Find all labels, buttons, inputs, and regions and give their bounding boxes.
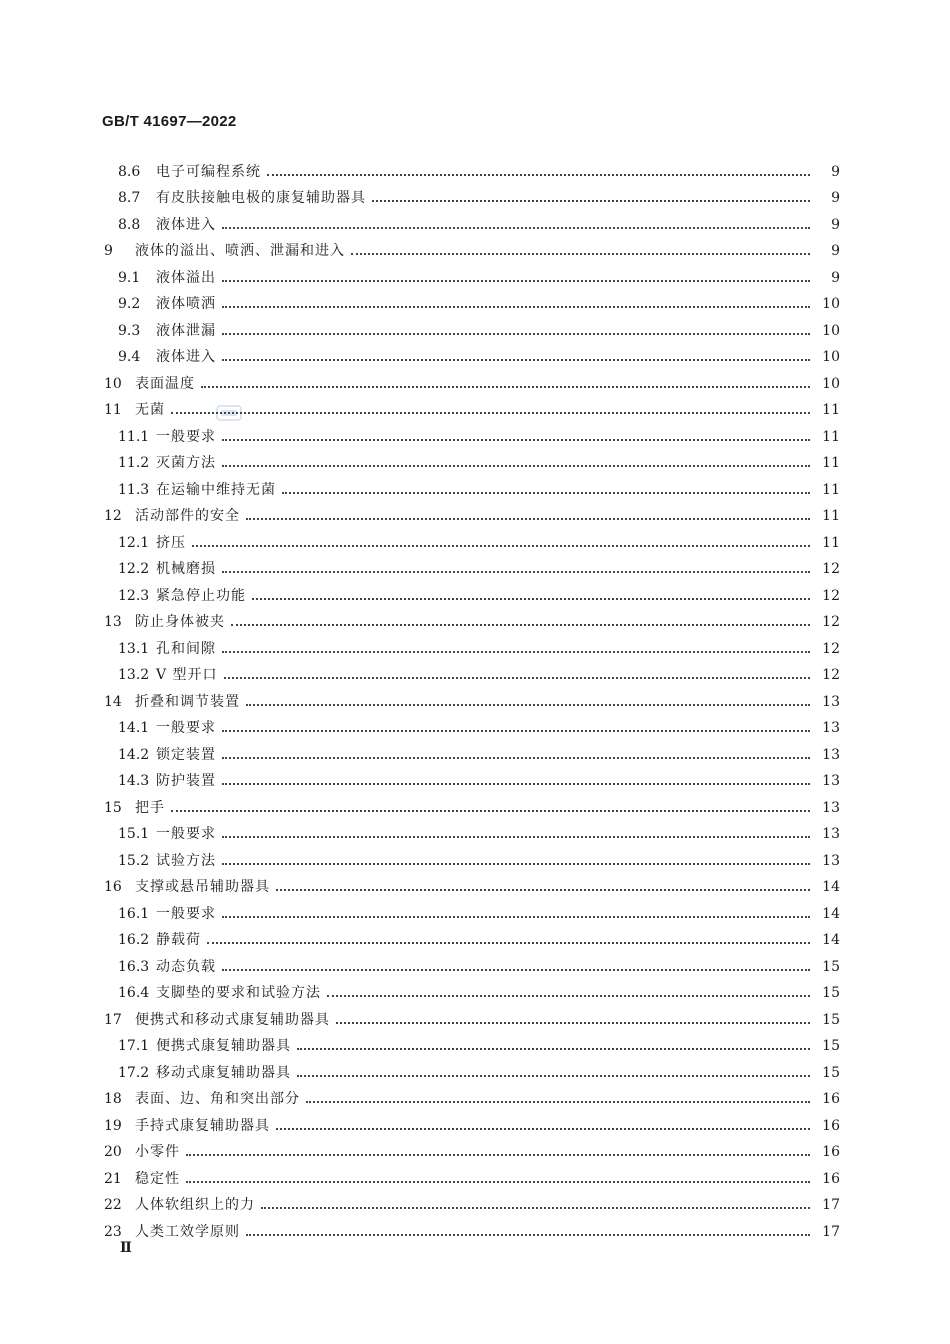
toc-dot-leader: [222, 916, 810, 918]
toc-entry-number: 11: [104, 402, 122, 419]
toc-entry[interactable]: [104, 605, 840, 632]
toc-entry-number: 21: [104, 1170, 122, 1187]
toc-dot-leader: [297, 1075, 810, 1077]
toc-entry-title: 手持式康复辅助器具: [135, 1117, 270, 1134]
toc-entry[interactable]: [104, 552, 840, 579]
toc-entry[interactable]: [104, 923, 840, 950]
toc-dot-leader: [282, 492, 810, 494]
toc-entry-title: 试验方法: [156, 852, 216, 869]
toc-dot-leader: [306, 1101, 810, 1103]
toc-dot-leader: [246, 1234, 810, 1236]
toc-entry-page: 15: [822, 1064, 840, 1081]
toc-entry-page: 10: [822, 349, 840, 366]
toc-entry-number: 16.1: [118, 905, 150, 922]
toc-entry[interactable]: [104, 949, 840, 976]
toc-entry[interactable]: [104, 1135, 840, 1162]
toc-dot-leader: [171, 810, 810, 812]
toc-entry-number: 11.1: [118, 428, 150, 445]
toc-entry-page: 9: [831, 269, 840, 286]
toc-dot-leader: [207, 942, 810, 944]
toc-entry[interactable]: [104, 684, 840, 711]
toc-entry-number: 13.1: [118, 640, 150, 657]
toc-entry[interactable]: [104, 896, 840, 923]
toc-entry-number: 17.2: [118, 1064, 150, 1081]
toc-entry[interactable]: [104, 1055, 840, 1082]
toc-entry-number: 20: [104, 1144, 122, 1161]
toc-entry-number: 13: [104, 614, 122, 631]
toc-entry-number: 13.2: [118, 667, 150, 684]
toc-dot-leader: [222, 783, 810, 785]
toc-entry[interactable]: [104, 181, 840, 208]
toc-entry-page: 12: [822, 614, 840, 631]
toc-dot-leader: [224, 677, 810, 679]
toc-dot-leader: [246, 704, 810, 706]
toc-entry-number: 14.1: [118, 720, 150, 737]
toc-dot-leader: [222, 280, 810, 282]
toc-entry-title: 一般要求: [156, 428, 216, 445]
toc-dot-leader: [171, 412, 810, 414]
toc-entry-title: 液体进入: [156, 216, 216, 233]
toc-entry-page: 9: [831, 190, 840, 207]
toc-entry[interactable]: [104, 366, 840, 393]
toc-dot-leader: [297, 1048, 810, 1050]
toc-entry-number: 9.3: [118, 322, 141, 339]
toc-entry[interactable]: [104, 472, 840, 499]
toc-entry[interactable]: [104, 1108, 840, 1135]
toc-entry-title: 便携式康复辅助器具: [156, 1038, 291, 1055]
toc-entry-number: 8.7: [118, 190, 141, 207]
toc-entry-page: 13: [822, 693, 840, 710]
toc-entry[interactable]: [104, 393, 840, 420]
toc-entry-page: 16: [822, 1091, 840, 1108]
toc-entry[interactable]: [104, 631, 840, 658]
toc-entry-number: 22: [104, 1197, 122, 1214]
toc-entry[interactable]: [104, 446, 840, 473]
table-of-contents: [104, 154, 840, 1241]
toc-dot-leader: [336, 1022, 810, 1024]
toc-entry-number: 8.6: [118, 163, 141, 180]
toc-entry-number: 14.2: [118, 746, 150, 763]
toc-entry-number: 10: [104, 375, 122, 392]
toc-entry[interactable]: [104, 1002, 840, 1029]
toc-entry-number: 16.4: [118, 985, 150, 1002]
toc-dot-leader: [267, 174, 810, 176]
toc-entry-title: V 型开口: [156, 667, 218, 684]
toc-entry[interactable]: [104, 234, 840, 261]
standard-code: GB/T 41697—2022: [102, 113, 237, 130]
toc-entry-page: 12: [822, 640, 840, 657]
toc-entry[interactable]: [104, 1082, 840, 1109]
toc-entry-number: 16.2: [118, 932, 150, 949]
toc-entry-number: 9.4: [118, 349, 141, 366]
toc-entry-page: 11: [822, 481, 840, 498]
toc-entry-title: 防护装置: [156, 773, 216, 790]
toc-dot-leader: [276, 889, 810, 891]
page-folio: Ⅱ: [120, 1240, 132, 1256]
toc-entry-page: 16: [822, 1144, 840, 1161]
toc-entry-title: 有皮肤接触电极的康复辅助器具: [156, 190, 366, 207]
toc-entry-title: 防止身体被夹: [135, 614, 225, 631]
toc-entry-title: 液体进入: [156, 349, 216, 366]
toc-entry-number: 16: [104, 879, 122, 896]
toc-entry[interactable]: [104, 711, 840, 738]
toc-entry-page: 12: [822, 561, 840, 578]
toc-entry-page: 13: [822, 799, 840, 816]
toc-entry-number: 9.2: [118, 296, 141, 313]
toc-dot-leader: [201, 386, 810, 388]
toc-entry-title: 支脚垫的要求和试验方法: [156, 985, 321, 1002]
toc-entry-number: 12.1: [118, 534, 150, 551]
toc-dot-leader: [192, 545, 810, 547]
toc-entry-title: 电子可编程系统: [156, 163, 261, 180]
toc-dot-leader: [252, 598, 810, 600]
toc-dot-leader: [222, 227, 810, 229]
toc-entry[interactable]: [104, 287, 840, 314]
toc-entry-title: 人体软组织上的力: [135, 1197, 255, 1214]
toc-entry[interactable]: [104, 1029, 840, 1056]
toc-entry-number: 23: [104, 1223, 122, 1240]
toc-entry-number: 9: [104, 243, 113, 260]
toc-entry-page: 15: [822, 1038, 840, 1055]
toc-dot-leader: [222, 863, 810, 865]
toc-entry-number: 11.3: [118, 481, 150, 498]
toc-entry-page: 14: [822, 905, 840, 922]
toc-entry[interactable]: [104, 1161, 840, 1188]
toc-entry-page: 11: [822, 534, 840, 551]
toc-entry[interactable]: [104, 764, 840, 791]
toc-entry-number: 17: [104, 1011, 122, 1028]
toc-entry-page: 13: [822, 746, 840, 763]
toc-entry-number: 15: [104, 799, 122, 816]
toc-entry-number: 9.1: [118, 269, 141, 286]
toc-dot-leader: [276, 1128, 810, 1130]
toc-entry-title: 稳定性: [135, 1170, 180, 1187]
toc-entry-title: 一般要求: [156, 720, 216, 737]
toc-entry[interactable]: [104, 870, 840, 897]
toc-entry-page: 13: [822, 720, 840, 737]
toc-dot-leader: [327, 995, 810, 997]
toc-entry[interactable]: [104, 578, 840, 605]
toc-entry-page: 16: [822, 1117, 840, 1134]
toc-entry-title: 机械磨损: [156, 561, 216, 578]
toc-entry[interactable]: [104, 419, 840, 446]
toc-dot-leader: [246, 518, 810, 520]
toc-entry[interactable]: [104, 817, 840, 844]
toc-dot-leader: [186, 1181, 810, 1183]
toc-entry[interactable]: [104, 1188, 840, 1215]
toc-dot-leader: [222, 571, 810, 573]
toc-entry-number: 15.1: [118, 826, 150, 843]
toc-entry-page: 13: [822, 852, 840, 869]
toc-entry-page: 10: [822, 375, 840, 392]
toc-dot-leader: [351, 253, 810, 255]
toc-entry-page: 13: [822, 826, 840, 843]
toc-entry-title: 液体喷洒: [156, 296, 216, 313]
toc-entry[interactable]: [104, 525, 840, 552]
toc-entry[interactable]: [104, 1214, 840, 1241]
toc-entry-title: 一般要求: [156, 826, 216, 843]
toc-entry-title: 表面温度: [135, 375, 195, 392]
toc-dot-leader: [372, 200, 810, 202]
toc-entry-title: 支撑或悬吊辅助器具: [135, 879, 270, 896]
toc-entry-title: 小零件: [135, 1144, 180, 1161]
toc-entry-title: 无菌: [135, 402, 165, 419]
toc-entry-page: 11: [822, 508, 840, 525]
toc-dot-leader: [222, 757, 810, 759]
toc-entry-title: 液体溢出: [156, 269, 216, 286]
toc-entry-page: 9: [831, 243, 840, 260]
toc-entry-page: 10: [822, 322, 840, 339]
toc-entry-title: 挤压: [156, 534, 186, 551]
toc-entry[interactable]: [104, 843, 840, 870]
toc-entry-title: 液体的溢出、喷洒、泄漏和进入: [135, 243, 345, 260]
toc-entry-title: 把手: [135, 799, 165, 816]
toc-entry-number: 16.3: [118, 958, 150, 975]
toc-dot-leader: [222, 439, 810, 441]
toc-entry-title: 便携式和移动式康复辅助器具: [135, 1011, 330, 1028]
toc-entry-title: 静载荷: [156, 932, 201, 949]
toc-entry-number: 14: [104, 693, 122, 710]
toc-dot-leader: [222, 359, 810, 361]
toc-entry[interactable]: [104, 154, 840, 181]
toc-entry[interactable]: [104, 340, 840, 367]
toc-dot-leader: [222, 651, 810, 653]
toc-entry-page: 10: [822, 296, 840, 313]
toc-dot-leader: [222, 730, 810, 732]
toc-entry-page: 12: [822, 667, 840, 684]
toc-entry-page: 11: [822, 455, 840, 472]
toc-entry[interactable]: [104, 313, 840, 340]
toc-entry[interactable]: [104, 976, 840, 1003]
toc-entry-number: 14.3: [118, 773, 150, 790]
toc-entry-title: 动态负载: [156, 958, 216, 975]
toc-entry-title: 移动式康复辅助器具: [156, 1064, 291, 1081]
toc-entry-page: 13: [822, 773, 840, 790]
toc-entry-page: 14: [822, 932, 840, 949]
toc-entry-page: 16: [822, 1170, 840, 1187]
toc-entry-title: 表面、边、角和突出部分: [135, 1091, 300, 1108]
toc-entry-page: 15: [822, 1011, 840, 1028]
toc-entry-number: 11.2: [118, 455, 150, 472]
toc-entry-title: 灭菌方法: [156, 455, 216, 472]
toc-entry-title: 活动部件的安全: [135, 508, 240, 525]
toc-entry-number: 12: [104, 508, 122, 525]
toc-entry-title: 液体泄漏: [156, 322, 216, 339]
toc-entry-title: 孔和间隙: [156, 640, 216, 657]
toc-dot-leader: [261, 1207, 810, 1209]
toc-entry-title: 折叠和调节装置: [135, 693, 240, 710]
toc-entry-page: 12: [822, 587, 840, 604]
toc-entry-page: 17: [822, 1197, 840, 1214]
toc-entry[interactable]: [104, 207, 840, 234]
toc-dot-leader: [222, 836, 810, 838]
toc-entry-page: 15: [822, 985, 840, 1002]
toc-entry-title: 人类工效学原则: [135, 1223, 240, 1240]
toc-entry-number: 18: [104, 1091, 122, 1108]
toc-entry[interactable]: [104, 658, 840, 685]
toc-entry-number: 17.1: [118, 1038, 150, 1055]
toc-entry-title: 一般要求: [156, 905, 216, 922]
toc-entry-title: 紧急停止功能: [156, 587, 246, 604]
toc-entry-page: 17: [822, 1223, 840, 1240]
toc-entry-page: 11: [822, 428, 840, 445]
toc-entry-page: 11: [822, 402, 840, 419]
toc-dot-leader: [186, 1154, 810, 1156]
toc-entry-title: 锁定装置: [156, 746, 216, 763]
toc-entry-number: 19: [104, 1117, 122, 1134]
toc-dot-leader: [222, 333, 810, 335]
toc-dot-leader: [222, 465, 810, 467]
toc-entry[interactable]: [104, 260, 840, 287]
toc-entry-page: 14: [822, 879, 840, 896]
toc-entry-page: 9: [831, 163, 840, 180]
toc-entry[interactable]: [104, 790, 840, 817]
toc-entry-number: 15.2: [118, 852, 150, 869]
toc-dot-leader: [222, 306, 810, 308]
toc-entry-page: 15: [822, 958, 840, 975]
toc-entry-title: 在运输中维持无菌: [156, 481, 276, 498]
toc-entry-number: 12.3: [118, 587, 150, 604]
toc-entry[interactable]: [104, 737, 840, 764]
toc-entry-page: 9: [831, 216, 840, 233]
toc-entry[interactable]: [104, 499, 840, 526]
toc-dot-leader: [231, 624, 810, 626]
toc-dot-leader: [222, 969, 810, 971]
toc-entry-number: 12.2: [118, 561, 150, 578]
toc-entry-number: 8.8: [118, 216, 141, 233]
